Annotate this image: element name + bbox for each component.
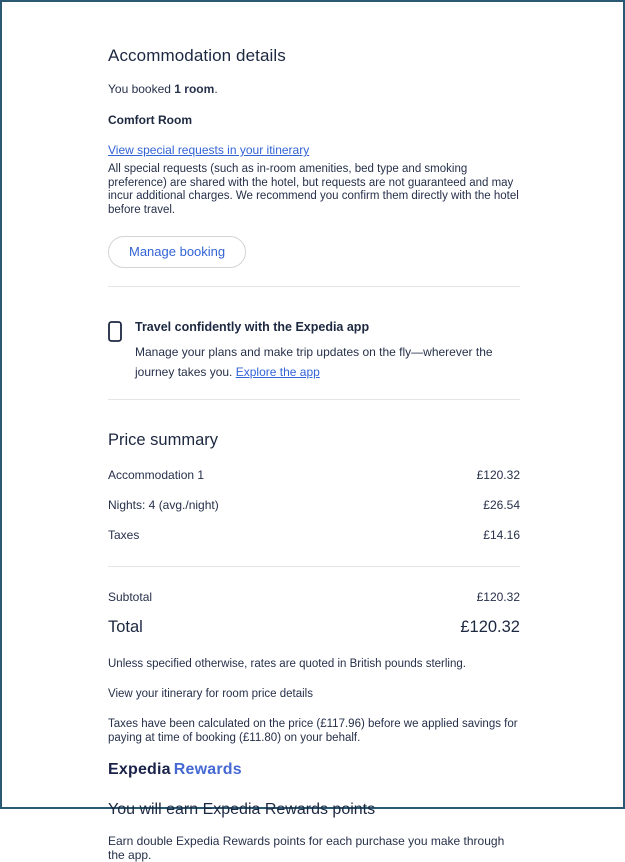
app-promo-body: [135, 342, 520, 382]
app-promo-text: [135, 320, 520, 382]
total-row: [108, 618, 520, 637]
price-summary-title: Price summary: [108, 431, 219, 449]
booked-prefix: You booked: [108, 82, 175, 96]
main-content: [108, 2, 520, 862]
app-promo-body-text: Manage your plans and make trip updates on the fly—wherever the journey takes you.: [135, 345, 493, 379]
subtotal-value: £120.32: [476, 590, 520, 604]
smartphone-icon: [108, 320, 135, 382]
rewards-logo-text: Rewards: [173, 761, 242, 778]
manage-booking-button[interactable]: Manage booking: [108, 236, 246, 268]
price-summary-section: [108, 431, 520, 745]
price-row-label: Accommodation 1: [108, 468, 205, 482]
app-promo-section: [108, 320, 520, 382]
price-row-value: £120.32: [476, 468, 520, 482]
currency-note: Unless specified otherwise, rates are quoted in British pounds sterling.: [108, 658, 466, 670]
app-promo-title: Travel confidently with the Expedia app: [135, 320, 370, 334]
subtotal-row: [108, 590, 520, 604]
accommodation-details-title: Accommodation details: [108, 46, 286, 65]
taxes-calculation-note: Taxes have been calculated on the price (£117.96) before we applied savings for paying at time of booking (£11.80) on your behalf.: [108, 718, 518, 744]
price-row-accommodation: [108, 460, 520, 490]
expedia-logo-text: Expedia: [108, 761, 171, 778]
special-requests-link[interactable]: View special requests in your itinerary: [108, 143, 310, 157]
booked-rooms-line: [108, 82, 520, 96]
price-row-label: Nights: 4 (avg./night): [108, 498, 219, 512]
rewards-points-body: Earn double Expedia Rewards points for each purchase you make through the app.: [108, 834, 505, 862]
itinerary-price-note: View your itinerary for room price details: [108, 688, 313, 700]
price-rows: [108, 460, 520, 550]
total-label: Total: [108, 618, 143, 636]
price-row-value: £14.16: [483, 528, 520, 542]
divider: [108, 286, 520, 287]
special-requests-note: All special requests (such as in-room amenities, bed type and smoking preference) are shared with the hotel, but requests are not guaranteed and may incur additional charges. We recommend you confirm them directly with the hotel before travel.: [108, 163, 519, 216]
rewards-points-title: You will earn Expedia Rewards points: [108, 801, 376, 818]
booked-room-count: 1 room: [174, 82, 215, 96]
price-row-nights: [108, 490, 520, 520]
total-value: £120.32: [460, 618, 520, 636]
subtotal-label: Subtotal: [108, 590, 153, 604]
expedia-rewards-logo: [108, 761, 520, 779]
booked-suffix: .: [214, 82, 218, 96]
price-row-value: £26.54: [483, 498, 520, 512]
room-name: Comfort Room: [108, 113, 192, 127]
divider: [108, 399, 520, 400]
explore-app-link[interactable]: Explore the app: [235, 365, 320, 379]
divider: [108, 566, 520, 567]
price-row-label: Taxes: [108, 528, 140, 542]
price-row-taxes: [108, 520, 520, 550]
